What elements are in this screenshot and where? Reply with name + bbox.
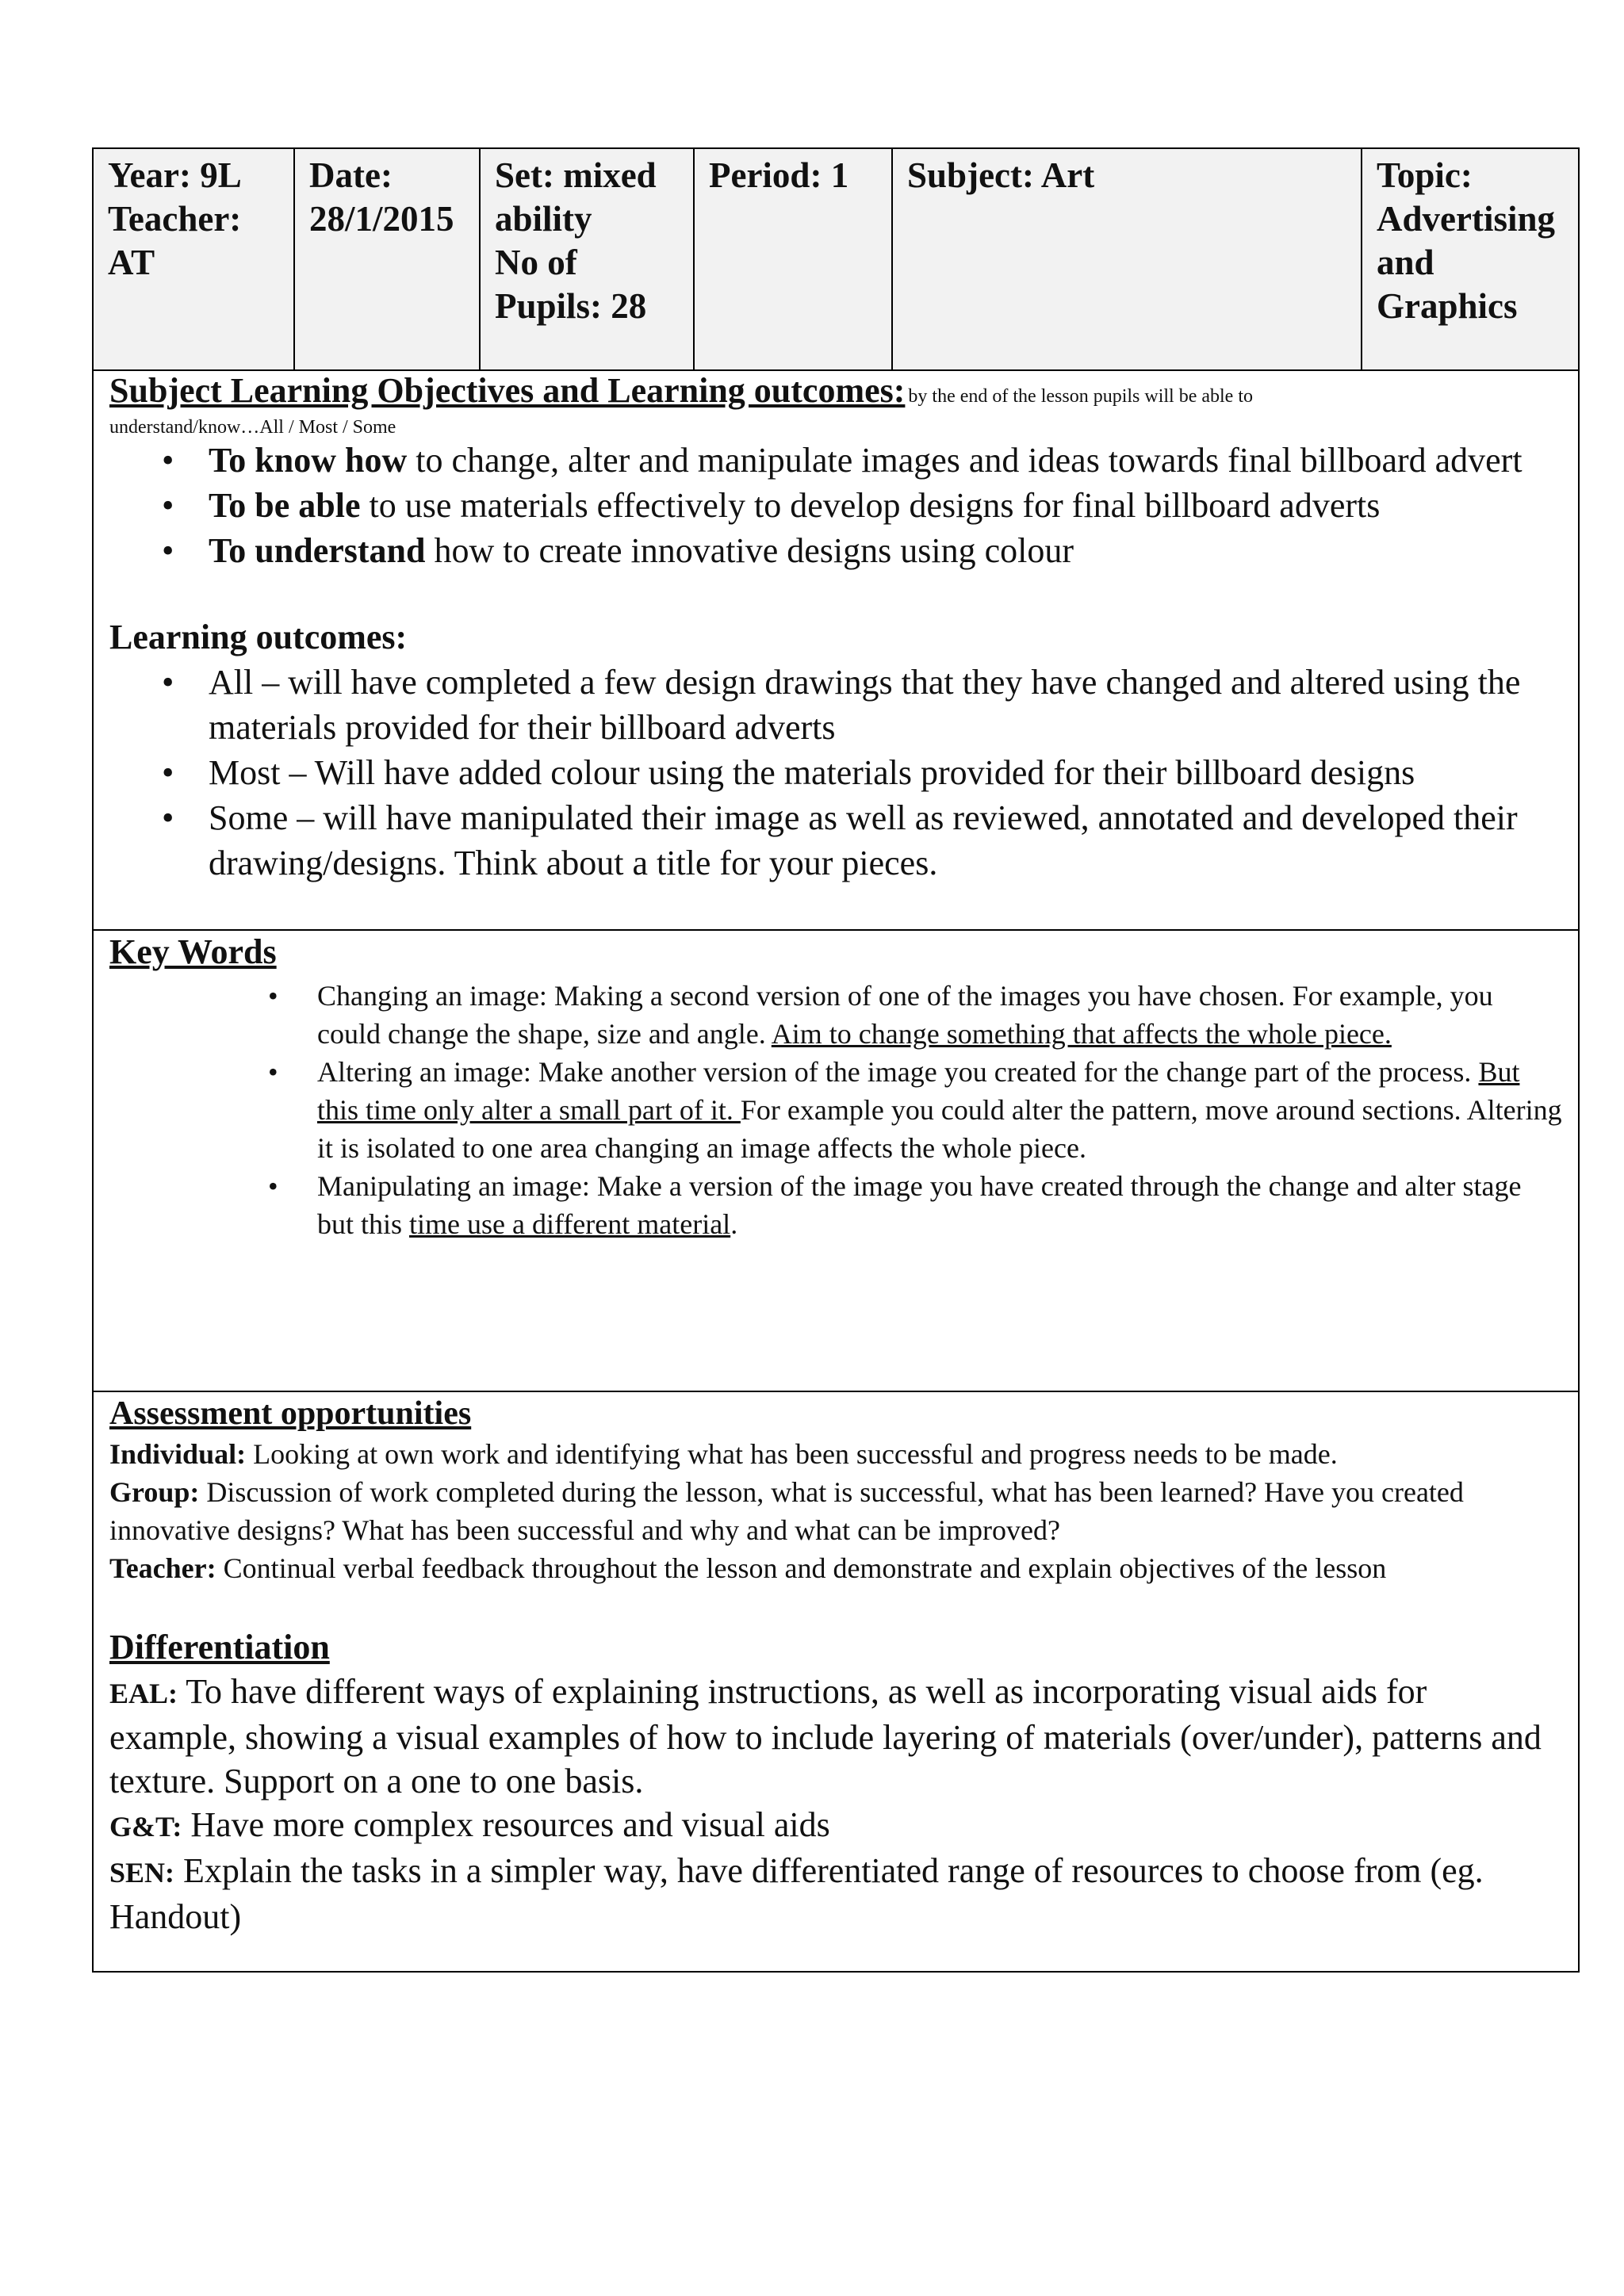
- differentiation-text: Explain the tasks in a simpler way, have differentiated range of resources to choose from (eg. Handout): [109, 1851, 1484, 1936]
- assessment-label: Individual:: [109, 1438, 247, 1470]
- assessment-text: Looking at own work and identifying what has been successful and progress needs to be made.: [246, 1438, 1338, 1470]
- year-teacher-cell: [94, 149, 295, 369]
- keyword-text: Altering an image: Make another version of the image you created for the change part of the process.: [317, 1056, 1479, 1088]
- header-row: [94, 149, 1578, 369]
- set-value: ability: [495, 199, 592, 239]
- objectives-title: Subject Learning Objectives and Learning outcomes:: [109, 371, 906, 410]
- subject-label: Subject: Art: [907, 155, 1095, 195]
- keyword-after: For example you could alter the pattern, move around sections. Altering it is isolated to one area changing an image affects the whole piece.: [317, 1094, 1562, 1164]
- lesson-plan-table: [92, 147, 1580, 1973]
- set-label: Set: mixed: [495, 155, 657, 195]
- assessment-individual: [109, 1435, 1562, 1473]
- topic-value-2: and: [1377, 243, 1434, 282]
- assessment-label: Group:: [109, 1476, 200, 1508]
- list-item: • Most – Will have added colour using the materials provided for their billboard designs: [109, 750, 1562, 795]
- teacher-value: AT: [108, 243, 155, 282]
- keyword-underlined: Aim to change something that affects the whole piece.: [771, 1018, 1392, 1050]
- subject-cell: [893, 149, 1362, 369]
- year-label: Year: 9L: [108, 155, 242, 195]
- objective-bold: To understand: [209, 531, 426, 570]
- list-item: • Some – will have manipulated their image as well as reviewed, annotated and developed their drawing/designs. Think about a title for your pieces.: [109, 795, 1562, 886]
- keywords-list: [109, 977, 1562, 1243]
- keyword-underlined: But this time only alter a small part of it.: [317, 1056, 1520, 1126]
- objective-bold: To be able: [209, 486, 361, 525]
- topic-value-1: Advertising: [1377, 199, 1555, 239]
- keyword-text: Manipulating an image: Make a version of the image you have created through the change and alter stage but this: [317, 1170, 1522, 1240]
- list-item: • All – will have completed a few design drawings that they have changed and altered using the materials provided for their billboard adverts: [109, 660, 1562, 750]
- pupils-value: Pupils: 28: [495, 286, 647, 326]
- differentiation-text: To have different ways of explaining instructions, as well as incorporating visual aids for example, showing a visual examples of how to include layering of materials (over/under), patterns and texture. Support on a one to one basis.: [109, 1672, 1542, 1800]
- assessment-label: Teacher:: [109, 1552, 216, 1584]
- objectives-list: [109, 438, 1562, 573]
- differentiation-gt: [109, 1803, 1562, 1849]
- list-item: [109, 1167, 1562, 1243]
- differentiation-label: SEN:: [109, 1857, 175, 1888]
- period-label: Period: 1: [709, 155, 849, 195]
- differentiation-text: Have more complex resources and visual aids: [182, 1805, 830, 1844]
- outcomes-title: Learning outcomes:: [109, 618, 408, 656]
- assessment-text: Continual verbal feedback throughout the lesson and demonstrate and explain objectives of the lesson: [216, 1552, 1387, 1584]
- keyword-underlined: time use a different material: [409, 1208, 731, 1240]
- period-cell: [695, 149, 893, 369]
- topic-cell: [1362, 149, 1578, 369]
- set-cell: [481, 149, 695, 369]
- differentiation-sen: [109, 1849, 1562, 1938]
- differentiation-label: EAL:: [109, 1678, 178, 1709]
- assessment-teacher: [109, 1549, 1562, 1587]
- date-value: 28/1/2015: [309, 199, 454, 239]
- assessment-title: Assessment opportunities: [109, 1395, 472, 1432]
- differentiation-eal: [109, 1670, 1562, 1803]
- outcomes-list: [109, 660, 1562, 886]
- objectives-subtitle: by the end of the lesson pupils will be able to: [908, 386, 1253, 407]
- objective-bold: To know how: [209, 441, 408, 480]
- list-item: [109, 438, 1562, 483]
- differentiation-title: Differentiation: [109, 1628, 330, 1667]
- topic-label: Topic:: [1377, 155, 1473, 195]
- list-item: [109, 528, 1562, 573]
- objectives-section: [94, 369, 1578, 929]
- assessment-section: [94, 1391, 1578, 1971]
- keyword-after: .: [730, 1208, 738, 1240]
- pupils-label: No of: [495, 243, 577, 282]
- keyword-text: Changing an image: Making a second version of one of the images you have chosen. For example, you could change the shape, size and angle.: [317, 980, 1493, 1050]
- keywords-section: [94, 929, 1578, 1391]
- teacher-label: Teacher:: [108, 199, 242, 239]
- objectives-subtitle-line2: understand/know…All / Most / Some: [109, 417, 396, 438]
- list-item: [109, 1053, 1562, 1167]
- objective-text: how to create innovative designs using colour: [425, 531, 1074, 570]
- assessment-text: Discussion of work completed during the lesson, what is successful, what has been learned? Have you created innovative designs? What has been successful and why and what can be improved?: [109, 1476, 1464, 1546]
- differentiation-label: G&T:: [109, 1811, 182, 1843]
- objective-text: to change, alter and manipulate images and ideas towards final billboard advert: [407, 441, 1522, 480]
- topic-value-3: Graphics: [1377, 286, 1518, 326]
- list-item: [109, 483, 1562, 528]
- assessment-group: [109, 1473, 1562, 1549]
- keywords-title: Key Words: [109, 932, 277, 971]
- date-label: Date:: [309, 155, 393, 195]
- list-item: [109, 977, 1562, 1053]
- date-cell: [295, 149, 481, 369]
- objective-text: to use materials effectively to develop designs for final billboard adverts: [360, 486, 1381, 525]
